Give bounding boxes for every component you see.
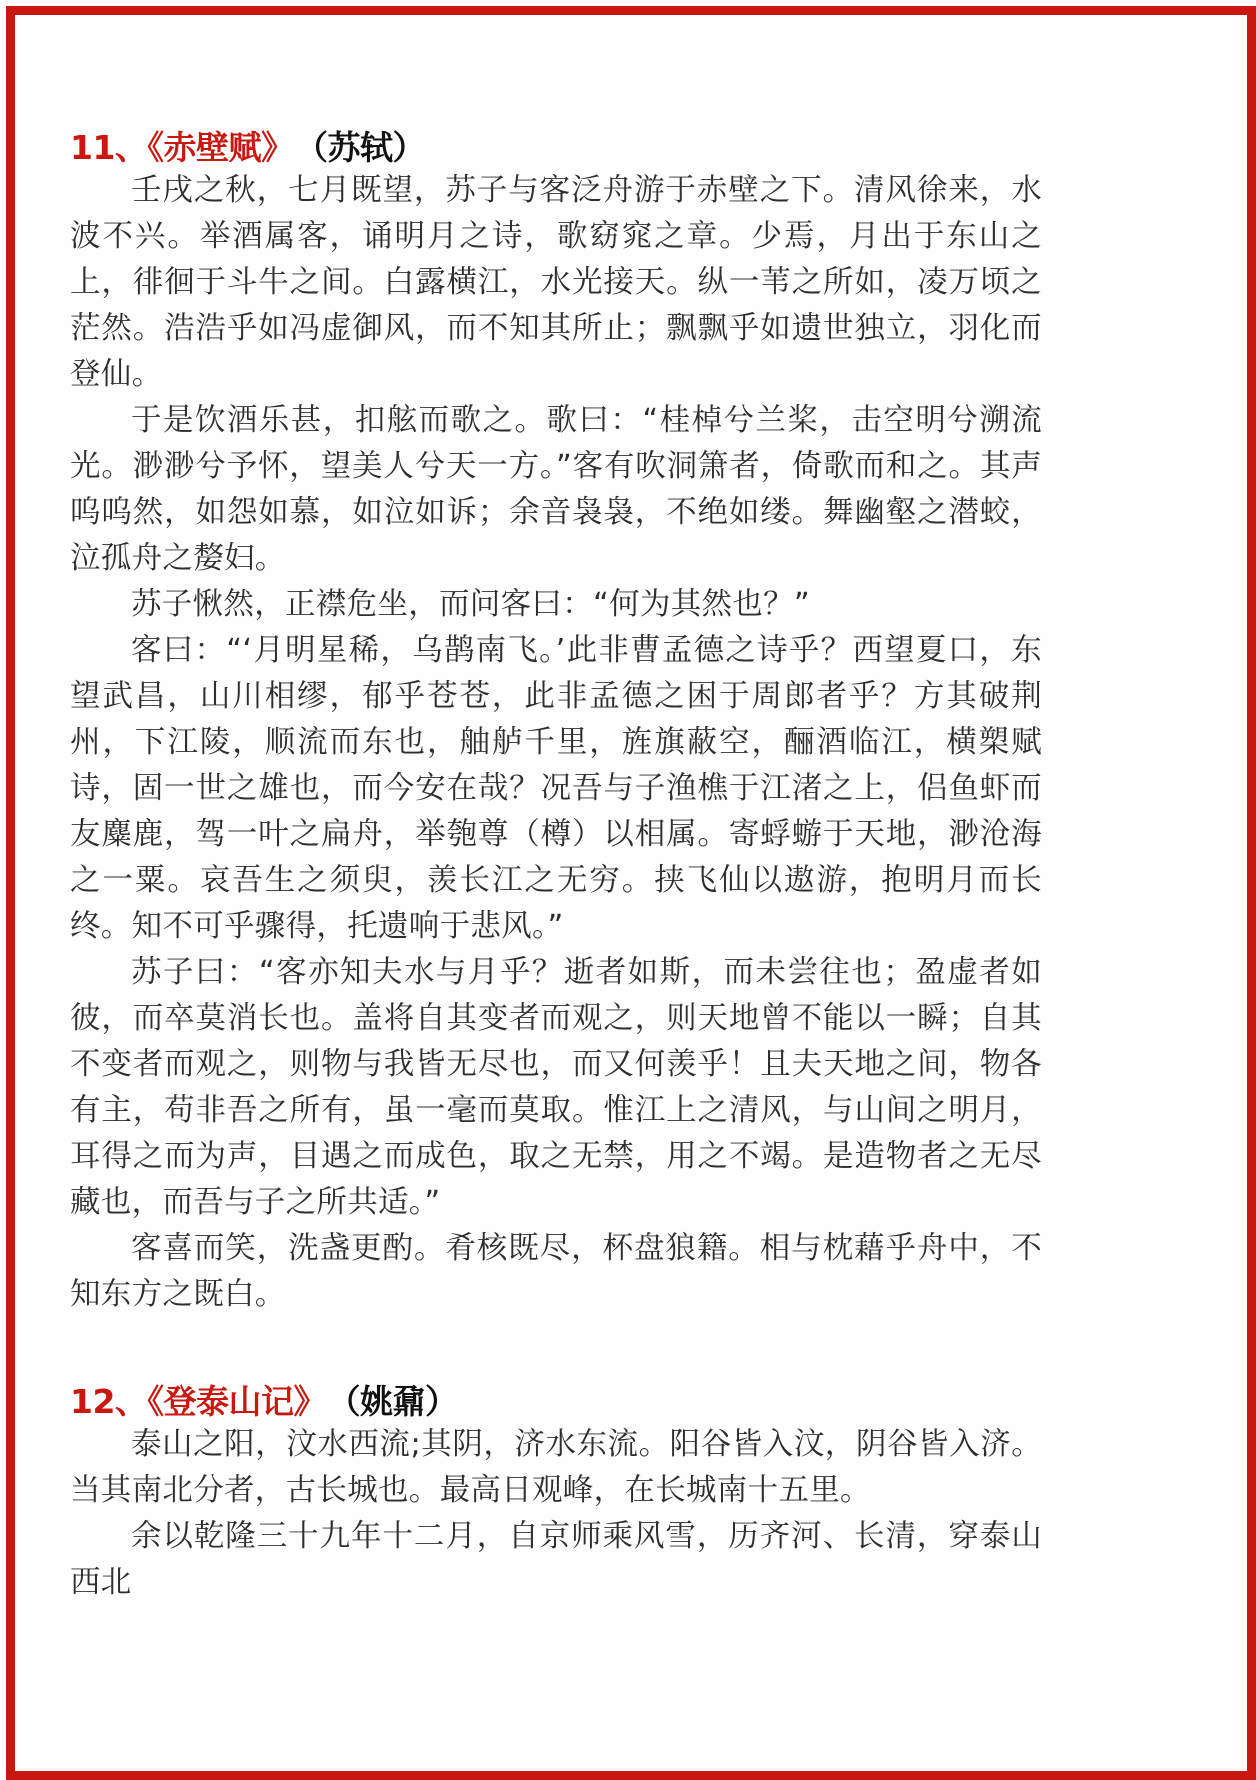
section-title: 《登泰山记》: [147, 1382, 326, 1421]
paragraph: 客曰：“‘月明星稀，乌鹊南飞。’此非曹孟德之诗乎？西望夏口，东望武昌，山川相缪，郁乎苍苍，此非孟德之困于周郎者乎？方其破荆州，下江陵，顺流而东也，舳舻千里，旌旗蔽空，酾酒临江，横槊赋诗，固一世之雄也，而今安在哉？况吾与子渔樵于江渚之上，侣鱼虾而友麋鹿，驾一叶之扁舟，举匏尊（樽）以相属。寄蜉蝣于天地，渺沧海之一粟。哀吾生之须臾，羡长江之无穷。挟飞仙以遨游，抱明月而长终。知不可乎骤得，托遗响于悲风。”: [70, 633, 1042, 944]
section-heading: [70, 128, 1042, 168]
section-number: 12、: [70, 1382, 148, 1421]
section-deng-taishan-ji: [70, 1382, 1042, 1606]
paragraph: 苏子愀然，正襟危坐，而问客曰：“何为其然也？”: [131, 587, 811, 622]
paragraph: 泰山之阳，汶水西流;其阴，济水东流。阳谷皆入汶，阴谷皆入济。当其南北分者，古长城也。最高日观峰，在长城南十五里。: [70, 1427, 1042, 1508]
paragraph: 余以乾隆三十九年十二月，自京师乘风雪，历齐河、长清，穿泰山西北: [70, 1519, 1042, 1600]
section-heading: [70, 1382, 1042, 1422]
paragraph: 苏子曰：“客亦知夫水与月乎？逝者如斯，而未尝往也；盈虚者如彼，而卒莫消长也。盖将自其变者而观之，则天地曾不能以一瞬；自其不变者而观之，则物与我皆无尽也，而又何羡乎！且夫天地之间，物各有主，苟非吾之所有，虽一毫而莫取。惟江上之清风，与山间之明月，耳得之而为声，目遇之而成色，取之无禁，用之不竭。是造物者之无尽藏也，而吾与子之所共适。”: [70, 955, 1042, 1220]
paragraph: 于是饮酒乐甚，扣舷而歌之。歌曰：“桂棹兮兰桨，击空明兮溯流光。渺渺兮予怀，望美人兮天一方。”客有吹洞箫者，倚歌而和之。其声呜呜然，如怨如慕，如泣如诉；余音袅袅，不绝如缕。舞幽壑之潜蛟，泣孤舟之嫠妇。: [70, 403, 1042, 576]
section-title: 《赤壁赋》: [147, 128, 294, 167]
section-number: 11、: [70, 128, 148, 167]
section-author: （苏轼）: [311, 128, 425, 167]
paragraph: 壬戌之秋，七月既望，苏子与客泛舟游于赤壁之下。清风徐来，水波不兴。举酒属客，诵明月之诗，歌窈窕之章。少焉，月出于东山之上，徘徊于斗牛之间。白露横江，水光接天。纵一苇之所如，凌万顷之茫然。浩浩乎如冯虚御风，而不知其所止；飘飘乎如遗世独立，羽化而登仙。: [70, 173, 1042, 392]
section-author: （姚鼐）: [343, 1382, 458, 1421]
section-chibi-fu: [70, 128, 1042, 1318]
paragraph: 客喜而笑，洗盏更酌。肴核既尽，杯盘狼籍。相与枕藉乎舟中，不知东方之既白。: [70, 1231, 1042, 1312]
document-body: [70, 128, 1042, 1606]
